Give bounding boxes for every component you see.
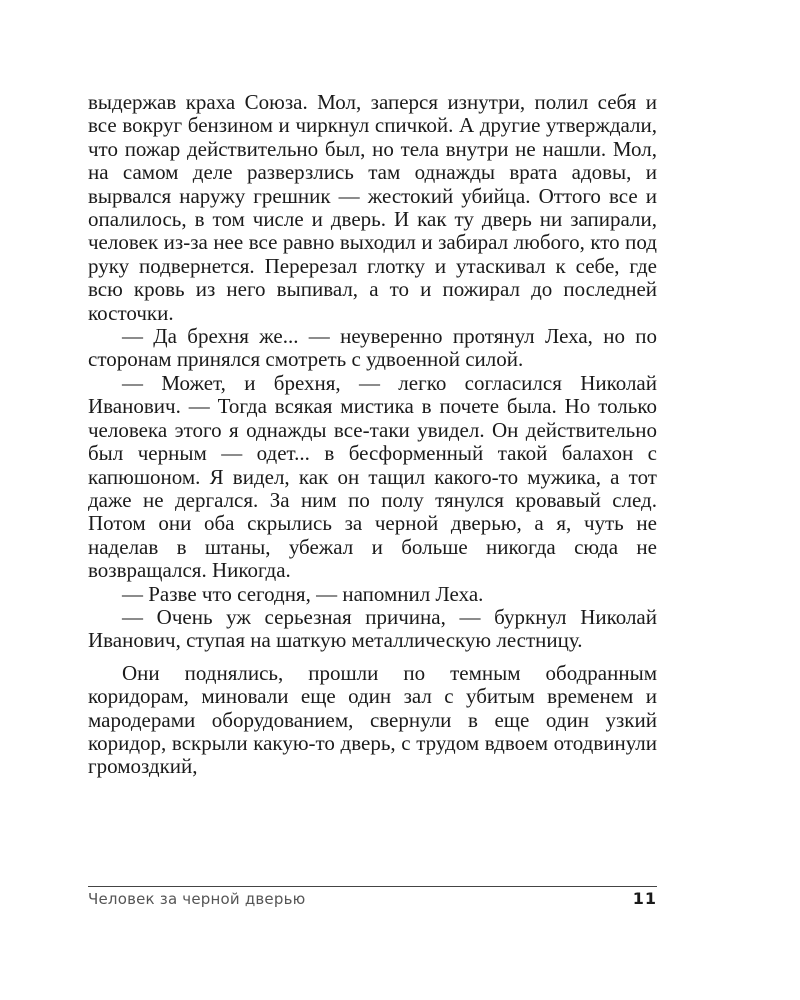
paragraph-dialogue-1: — Да брехня же... — неуверенно протянул Леха, но по сторонам принялся смотреть с удвоенной силой. (88, 324, 657, 372)
paragraph-dialogue-2: — Может, и брехня, — легко согласился Николай Иванович. — Тогда всякая мистика в почете была. Но только человека этого я однажды все-таки увидел. Он действительно был черным — одет... в бесформенный такой балахон с капюшоном. Я видел, как он тащил какого-то мужика, а тот даже не дергался. За ним по полу тянулся кровавый след. Потом они оба скрылись за черной дверью, а я, чуть не наделав в штаны, убежал и больше никогда сюда не возвращался. Никогда. (88, 370, 657, 583)
page-number: 11 (632, 889, 657, 908)
body-text (88, 91, 657, 779)
running-title: Человек за черной дверью (88, 890, 306, 908)
paragraph-dialogue-3: — Разве что сегодня, — напомнил Леха. (122, 581, 484, 606)
paragraph-dialogue-4: — Очень уж серьезная причина, — буркнул Николай Иванович, ступая на шаткую металлическую лестницу. (88, 604, 657, 653)
paragraph-continuation: выдержав краха Союза. Мол, заперся изнутри, полил себя и все вокруг бензином и чиркнул спичкой. А другие утверждали, что пожар действительно был, но тела внутри не нашли. Мол, на самом деле разверзлись там однажды врата адовы, и вырвался наружу грешник — жестокий убийца. Оттого все и опалилось, в том числе и дверь. И как ту дверь ни запирали, человек из-за нее все равно выходил и забирал любого, кто под руку подвернется. Перерезал глотку и утаскивал к себе, где всю кровь из него выпивал, а то и пожирал до последней косточки. (88, 90, 657, 325)
paragraph-narrative: Они поднялись, прошли по темным ободранным коридорам, миновали еще один зал с убитым временем и мародерами оборудованием, свернули в еще один узкий коридор, вскрыли какую-то дверь, с трудом вдвоем отодвинули громоздкий, (88, 660, 657, 779)
footer-divider (88, 886, 657, 887)
